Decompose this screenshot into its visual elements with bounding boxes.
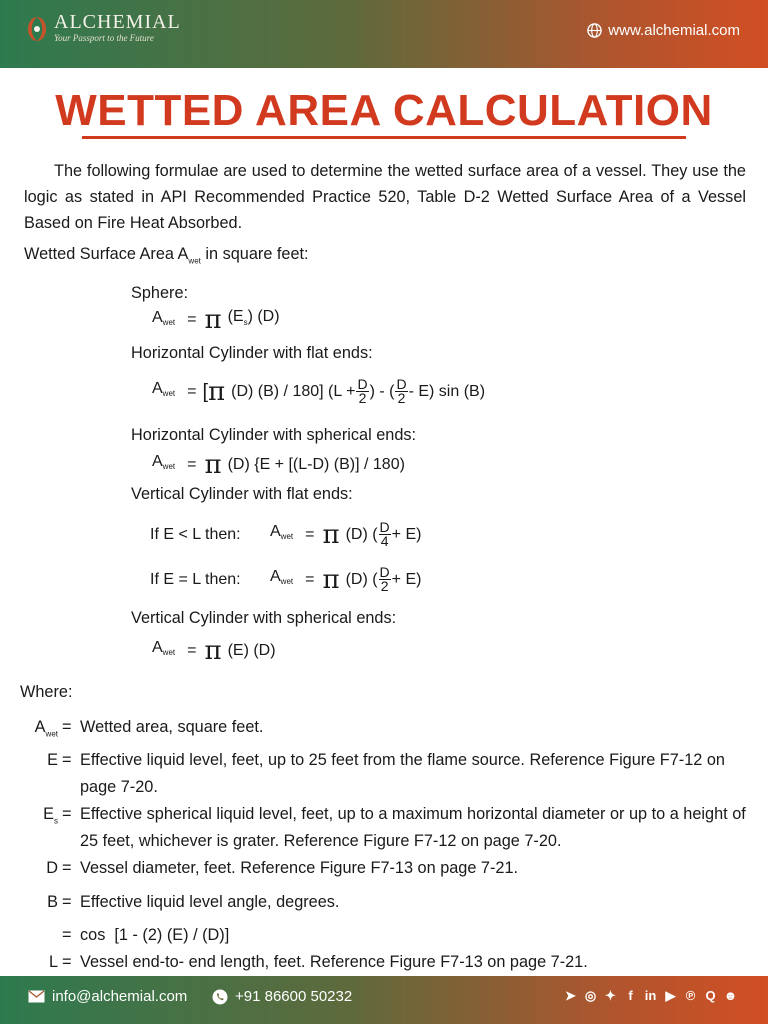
- fraction: $\frac{D}{2}$: [357, 376, 368, 406]
- section-sphere: Sphere:: [131, 284, 189, 302]
- section-vcyl-spherical: Vertical Cylinder with spherical ends:: [131, 609, 397, 627]
- def-equals: =: [62, 718, 72, 736]
- brand-name: ALCHEMIAL: [54, 11, 181, 33]
- youtube-icon[interactable]: ▶: [665, 987, 676, 1003]
- pi-symbol: π: [204, 635, 222, 666]
- awet-symbol: $A_{wet}$: [270, 523, 294, 541]
- def-key: L: [48, 952, 58, 971]
- formula-text: - E) sin (B): [408, 382, 486, 400]
- def-equals: =: [62, 952, 72, 971]
- awet-symbol: $A_{wet}$: [152, 308, 176, 327]
- formula-text: (D) (: [345, 525, 378, 543]
- section-vcyl-flat: Vertical Cylinder with flat ends:: [131, 485, 353, 503]
- def-text: Wetted area, square feet.: [80, 718, 264, 736]
- def-key: E: [47, 751, 58, 770]
- whatsapp-icon: [212, 989, 228, 1005]
- definition-item: [22, 714, 748, 747]
- pi-symbol: π: [204, 305, 222, 336]
- surface-label-sub: wet: [188, 256, 201, 266]
- email-text: info@alchemial.com: [52, 988, 188, 1005]
- definitions-list: [22, 714, 748, 982]
- formula-text: $(E_s)$ (D): [227, 308, 280, 328]
- awet-symbol: $A_{wet}$: [270, 568, 294, 586]
- surface-label-post: in square feet:: [200, 245, 309, 263]
- page-title: WETTED AREA CALCULATION: [55, 86, 713, 135]
- def-text: Vessel diameter, feet. Reference Figure F7-13 on page 7-21.: [80, 859, 519, 878]
- pi-symbol: π: [204, 449, 222, 480]
- formula-text: + E): [391, 570, 422, 588]
- website-text: www.alchemial.com: [608, 22, 740, 39]
- def-equals: =: [62, 751, 72, 770]
- condition-text: If E = L then:: [150, 570, 241, 588]
- formula-text: [: [202, 380, 209, 403]
- formula-vcyl-flat-eq: [150, 564, 421, 595]
- header-bar: [0, 0, 768, 68]
- def-equals: =: [62, 859, 72, 878]
- equals-sign: =: [187, 382, 197, 400]
- pinterest-icon[interactable]: ℗: [685, 988, 696, 1003]
- awet-symbol: $A_{wet}$: [152, 639, 176, 657]
- def-equals: =: [62, 892, 72, 911]
- brand-logo[interactable]: [26, 12, 181, 44]
- fraction: D 2: [396, 376, 407, 406]
- condition-text: If E < L then:: [150, 525, 241, 543]
- twitter-icon[interactable]: ✦: [605, 987, 616, 1003]
- def-equals: =: [62, 805, 72, 824]
- formula-text: (E) (D): [227, 641, 276, 659]
- equals-sign: =: [187, 455, 197, 473]
- intro-paragraph: The following formulae are used to determine the wetted surface area of a vessel. They use the logic as stated in API Recommended Practice 520, Table D-2 Wetted Surface Area of a Vessel Based on Fire Heat Absorbed.: [24, 162, 746, 232]
- def-key: D: [46, 859, 58, 878]
- section-hcyl-spherical: Horizontal Cylinder with spherical ends:: [131, 426, 417, 444]
- surface-area-label: [24, 243, 309, 272]
- def-text: Vessel end-to- end length, feet. Reference Figure F7-13 on page 7-21.: [80, 952, 588, 971]
- formula-text: (D) {E + [(L-D) (B)] / 180): [227, 455, 405, 473]
- definition-item: [22, 747, 748, 801]
- fraction: D 4: [379, 519, 390, 549]
- definition-item: [22, 889, 748, 922]
- phone-text: +91 86600 50232: [235, 988, 353, 1005]
- equals-sign: =: [187, 311, 197, 329]
- formula-vcyl-spherical: [152, 635, 276, 666]
- surface-label-text: Wetted Surface Area A: [24, 245, 189, 263]
- awet-symbol: $A_{wet}$: [152, 453, 176, 471]
- def-key: $A_{wet}$: [34, 718, 58, 739]
- pi-symbol: π: [208, 376, 226, 407]
- def-text: Effective liquid level angle, degrees.: [80, 892, 340, 911]
- email-link[interactable]: [28, 988, 187, 1005]
- instagram-icon[interactable]: ◎: [584, 987, 597, 1003]
- formula-text: (D) (: [345, 570, 378, 588]
- formula-hcyl-spherical: [152, 449, 405, 480]
- definition-item: [22, 801, 748, 855]
- website-link[interactable]: [587, 22, 740, 39]
- logo-mark-icon: [26, 13, 48, 43]
- section-hcyl-flat: Horizontal Cylinder with flat ends:: [131, 344, 373, 362]
- awet-symbol: $A_{wet}$: [152, 380, 176, 398]
- def-text: Effective spherical liquid level, feet, up to a maximum horizontal diameter or up to a height of 25 feet, whichever is grater. Reference Figure F7-12 on page 7-20.: [80, 805, 746, 851]
- def-key: $E_s$: [43, 805, 58, 826]
- linkedin-icon[interactable]: in: [644, 988, 657, 1003]
- equals-sign: =: [305, 525, 315, 543]
- formula-hcyl-flat: [152, 376, 485, 407]
- reddit-icon[interactable]: ☻: [723, 988, 738, 1003]
- phone-link[interactable]: [212, 988, 352, 1005]
- formula-sphere: [152, 304, 280, 336]
- where-label: Where:: [20, 683, 73, 701]
- formula-text: ) - (: [369, 382, 395, 400]
- formula-text: (D) (B) / 180] (L +: [231, 382, 356, 400]
- fraction: D 2: [379, 564, 390, 594]
- def-text: cos [1 - (2) (E) / (D)]: [80, 925, 230, 944]
- telegram-icon[interactable]: ➤: [565, 987, 576, 1003]
- social-icons: [563, 988, 738, 1003]
- mail-icon: [28, 990, 45, 1003]
- formula-text: + E): [391, 525, 422, 543]
- brand-tagline: Your Passport to the Future: [54, 33, 154, 43]
- pi-symbol: π: [322, 519, 340, 550]
- definition-item: [22, 855, 748, 888]
- def-equals: =: [62, 925, 72, 944]
- quora-icon[interactable]: Q: [705, 988, 716, 1003]
- title-underline: [82, 136, 686, 139]
- def-key: B: [47, 892, 58, 911]
- formula-vcyl-flat-lt: [150, 519, 421, 550]
- def-key: [22, 922, 62, 949]
- equals-sign: =: [187, 641, 197, 659]
- globe-icon: [587, 23, 602, 38]
- pi-symbol: π: [322, 564, 340, 595]
- facebook-icon[interactable]: f: [628, 988, 633, 1003]
- def-text: Effective liquid level, feet, up to 25 feet from the flame source. Reference Figure F7-12 on page 7-20.: [80, 751, 725, 797]
- definition-item: [22, 922, 748, 949]
- equals-sign: =: [305, 570, 315, 588]
